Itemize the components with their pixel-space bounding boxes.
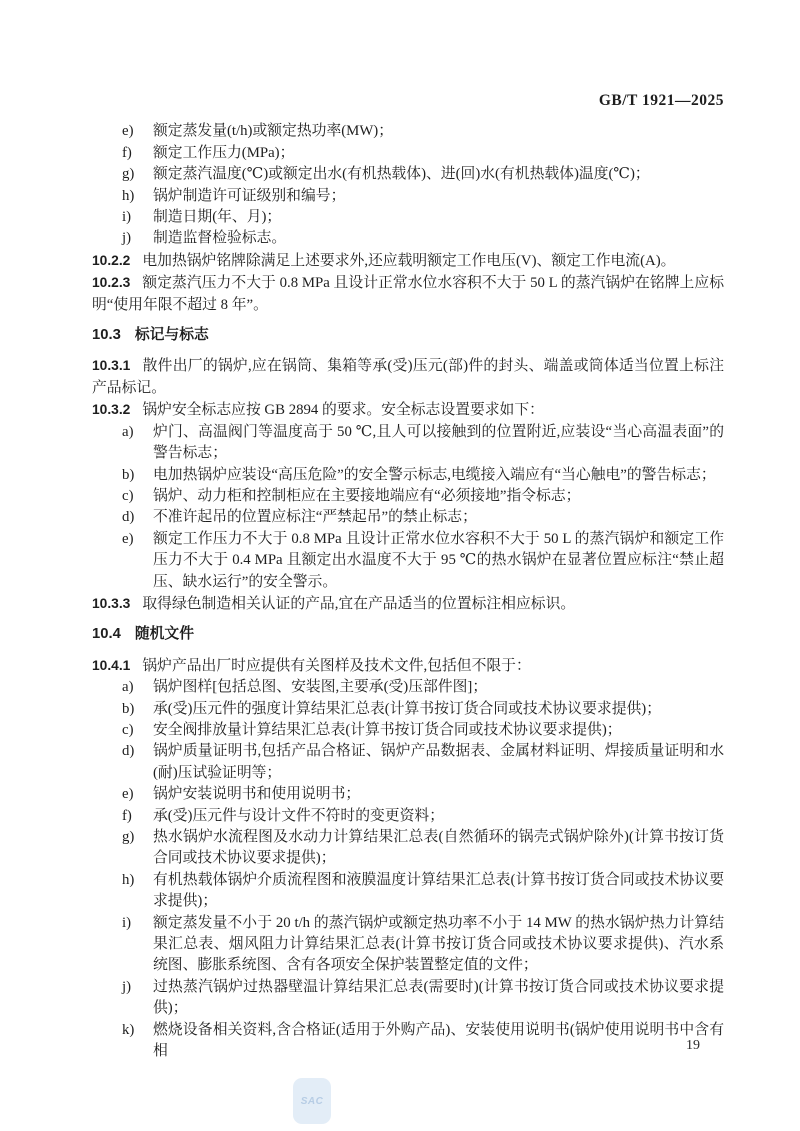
list-item [92,784,724,805]
list-item-label: h) [122,187,135,204]
list-item-label: d) [122,743,135,760]
clause-paragraph [92,655,724,677]
list-item-text: 燃烧设备相关资料,含合格证(适用于外购产品)、安装使用说明书(锅炉使用说明书中含有相 [153,1021,724,1060]
list-item [92,699,724,720]
list-item-label: b) [122,466,135,483]
list-item-label: j) [122,230,132,247]
list-item [92,827,724,870]
list-item-label: j) [122,978,132,995]
list-item [92,1020,724,1063]
section-heading-number: 10.4 [92,626,121,643]
list-item [92,164,724,185]
section-heading-title: 随机文件 [134,626,195,643]
list-item-label: e) [122,786,134,803]
list-item-text: 热水锅炉水流程图及水动力计算结果汇总表(自然循环的锅壳式锅炉除外)(计算书按订货合同或技术协议要求提供)； [153,829,724,867]
list-item-text: 炉门、高温阀门等温度高于 50 ℃,且人可以接触到的位置附近,应装设“当心高温表面”的警告标志； [153,423,724,462]
sac-watermark-logo: SAC [293,1078,331,1124]
list-item [92,741,724,784]
section-heading [92,624,724,645]
list-item-text: 有机热载体锅炉介质流程图和液膜温度计算结果汇总表(计算书按订货合同或技术协议要求提供)； [153,871,724,910]
list-item-label: f) [122,144,132,161]
list-item [92,207,724,228]
list-item-text: 不准许起吊的位置应标注“严禁起吊”的禁止标志； [153,509,477,526]
clause-paragraph [92,355,724,399]
section-heading-title: 标记与标志 [134,327,209,344]
list-item-label: e) [122,530,134,547]
clause-paragraph [92,250,724,272]
clause-number: 10.2.2 [92,252,131,268]
list-item [92,720,724,741]
list-item-text: 安全阀排放量计算结果汇总表(计算书按订货合同或技术协议要求提供)； [153,721,622,738]
page-number: 19 [686,1038,700,1053]
list-item-text: 锅炉制造许可证级别和编号； [153,187,346,204]
list-item-label: g) [122,166,135,183]
list-item [92,529,724,593]
list-item [92,186,724,207]
list-item [92,422,724,465]
list-item-label: e) [122,123,134,140]
list-item-label: b) [122,700,135,717]
list-item-label: i) [122,914,132,931]
list-item-label: a) [122,423,134,440]
list-item-label: f) [122,807,132,824]
list-item-label: d) [122,509,135,526]
list-item-text: 锅炉安装说明书和使用说明书； [153,786,361,803]
list-item [92,143,724,164]
list-item-text: 额定工作压力(MPa)； [153,144,295,161]
list-item-label: k) [122,1021,135,1038]
clause-paragraph [92,593,724,615]
list-item-text: 电加热锅炉应装设“高压危险”的安全警示标志,电缆接入端应有“当心触电”的警告标志； [153,466,716,483]
list-item-text: 锅炉、动力柜和控制柜应在主要接地端应有“必须接地”指令标志； [153,487,581,504]
list-item-text: 锅炉图样[包括总图、安装图,主要承(受)压部件图]； [153,679,488,696]
clause-number: 10.4.1 [92,657,131,673]
list-item-text: 承(受)压元件的强度计算结果汇总表(计算书按订货合同或技术协议要求提供)； [153,700,662,717]
clause-number: 10.2.3 [92,275,131,291]
list-item-label: i) [122,209,132,226]
list-item-text: 额定工作压力不大于 0.8 MPa 且设计正常水位水容积不大于 50 L 的蒸汽锅炉和额定工作压力不大于 0.4 MPa 且额定出水温度不大于 95 ℃的热水锅炉在显著位置应标注“禁止超压、缺水运行”的安全警示。 [153,530,724,590]
list-item [92,465,724,486]
clause-number: 10.3.1 [92,358,131,374]
list-item-label: g) [122,829,135,845]
list-item-text: 锅炉质量证明书,包括产品合格证、锅炉产品数据表、金属材料证明、焊接质量证明和水(耐)压试验证明等； [153,743,724,781]
list-item-text: 承(受)压元件与设计文件不符时的变更资料； [153,807,444,824]
list-item [92,121,724,142]
standard-code: GB/T 1921—2025 [598,92,724,109]
section-heading [92,325,724,346]
clause-text: 电加热锅炉铭牌除满足上述要求外,还应载明额定工作电压(V)、额定工作电流(A)。 [142,252,676,269]
list-item-text: 额定蒸发量不小于 20 t/h 的蒸汽锅炉或额定热功率不小于 14 MW 的热水锅炉热力计算结果汇总表、烟风阻力计算结果汇总表(计算书按订货合同或技术协议要求提供)、汽水系统图、膨胀系统图、含有各项安全保护装置整定值的文件； [153,914,724,974]
list-item-text: 过热蒸汽锅炉过热器壁温计算结果汇总表(需要时)(计算书按订货合同或技术协议要求提供)； [153,978,724,1017]
list-item [92,228,724,249]
list-item [92,870,724,913]
list-item [92,507,724,528]
clause-paragraph [92,272,724,316]
clause-text: 锅炉产品出厂时应提供有关图样及技术文件,包括但不限于： [142,657,531,674]
clause-number: 10.3.2 [92,402,131,418]
list-item [92,677,724,698]
list-item-label: c) [122,487,134,504]
list-item-text: 制造日期(年、月)； [153,209,282,226]
list-item-label: c) [122,721,134,738]
list-item-label: h) [122,871,135,888]
list-item [92,913,724,977]
clause-paragraph [92,399,724,421]
list-item-text: 额定蒸汽温度(℃)或额定出水(有机热载体)、进(回)水(有机热载体)温度(℃)； [153,166,650,183]
list-item [92,806,724,827]
section-heading-number: 10.3 [92,327,121,344]
list-item-text: 制造监督检验标志。 [153,230,287,247]
clause-number: 10.3.3 [92,595,131,611]
list-item [92,486,724,507]
clause-text: 额定蒸汽压力不大于 0.8 MPa 且设计正常水位水容积不大于 50 L 的蒸汽锅炉在铭牌上应标明“使用年限不超过 8 年”。 [92,275,724,313]
clause-text: 散件出厂的锅炉,应在锅筒、集箱等承(受)压元(部)件的封头、端盖或筒体适当位置上标注产品标记。 [92,358,724,396]
clause-text: 锅炉安全标志应按 GB 2894 的要求。安全标志设置要求如下： [142,402,544,419]
list-item-label: a) [122,679,134,696]
list-item [92,977,724,1020]
list-item-text: 额定蒸发量(t/h)或额定热功率(MW)； [153,123,394,140]
clause-text: 取得绿色制造相关认证的产品,宜在产品适当的位置标注相应标识。 [142,595,576,612]
